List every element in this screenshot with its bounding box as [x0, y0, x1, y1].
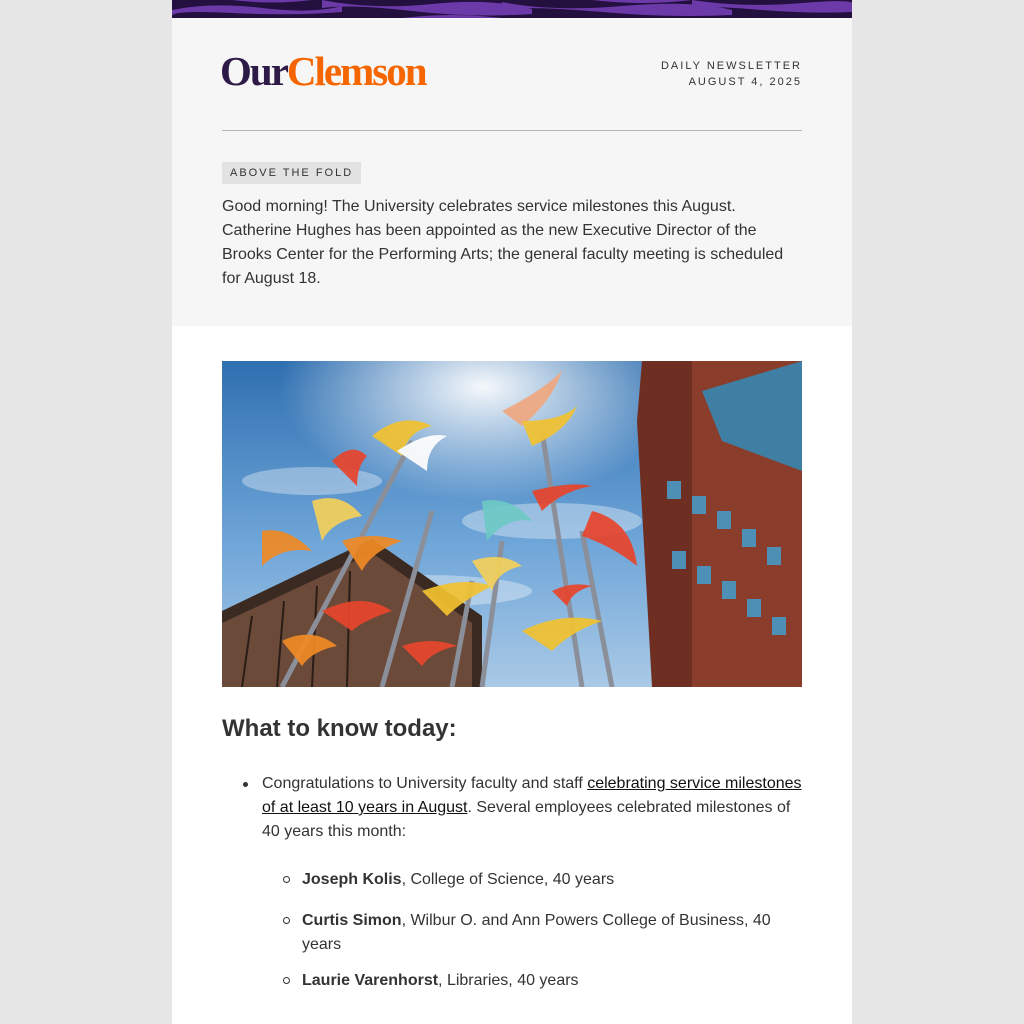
newsletter-kicker: DAILY NEWSLETTER: [660, 60, 802, 72]
intro-paragraph: Good morning! The University celebrates service milestones this August. Catherine Hughes has been appointed as the new Executive Director of the Brooks Center for the Performing Arts; the general faculty meeting is scheduled for August 18.: [222, 198, 784, 287]
honoree-item: Curtis Simon, Wilbur O. and Ann Powers College of Business, 40 years: [222, 909, 802, 957]
honoree-item: Joseph Kolis, College of Science, 40 years: [222, 868, 802, 892]
news-list: [222, 772, 802, 993]
circle-bullet-icon: [283, 876, 290, 883]
public-art-photo: [222, 361, 802, 687]
ourclemson-logo[interactable]: OurClemson: [220, 48, 426, 94]
header-section: [172, 18, 852, 326]
stripe-pattern-icon: [172, 0, 852, 18]
newsletter-card: [172, 0, 852, 1024]
newsletter-meta: [661, 58, 802, 90]
service-milestones-link[interactable]: celebrating service milestones of at least 10 years in August: [262, 775, 802, 816]
bullet-icon: [243, 782, 248, 787]
header-divider: [222, 130, 802, 131]
list-item: Congratulations to University faculty and staff celebrating service milestones of at least 10 years in August. Several employees celebrated milestones of 40 years this month:: [222, 772, 802, 844]
circle-bullet-icon: [283, 917, 290, 924]
newsletter-date: AUGUST 4, 2025: [688, 76, 802, 88]
section-heading: What to know today:: [222, 715, 457, 742]
honoree-item: Laurie Varenhorst, Libraries, 40 years: [222, 969, 802, 993]
purple-pattern-banner: [172, 0, 852, 18]
circle-bullet-icon: [283, 977, 290, 984]
above-the-fold-tag: ABOVE THE FOLD: [222, 162, 361, 184]
